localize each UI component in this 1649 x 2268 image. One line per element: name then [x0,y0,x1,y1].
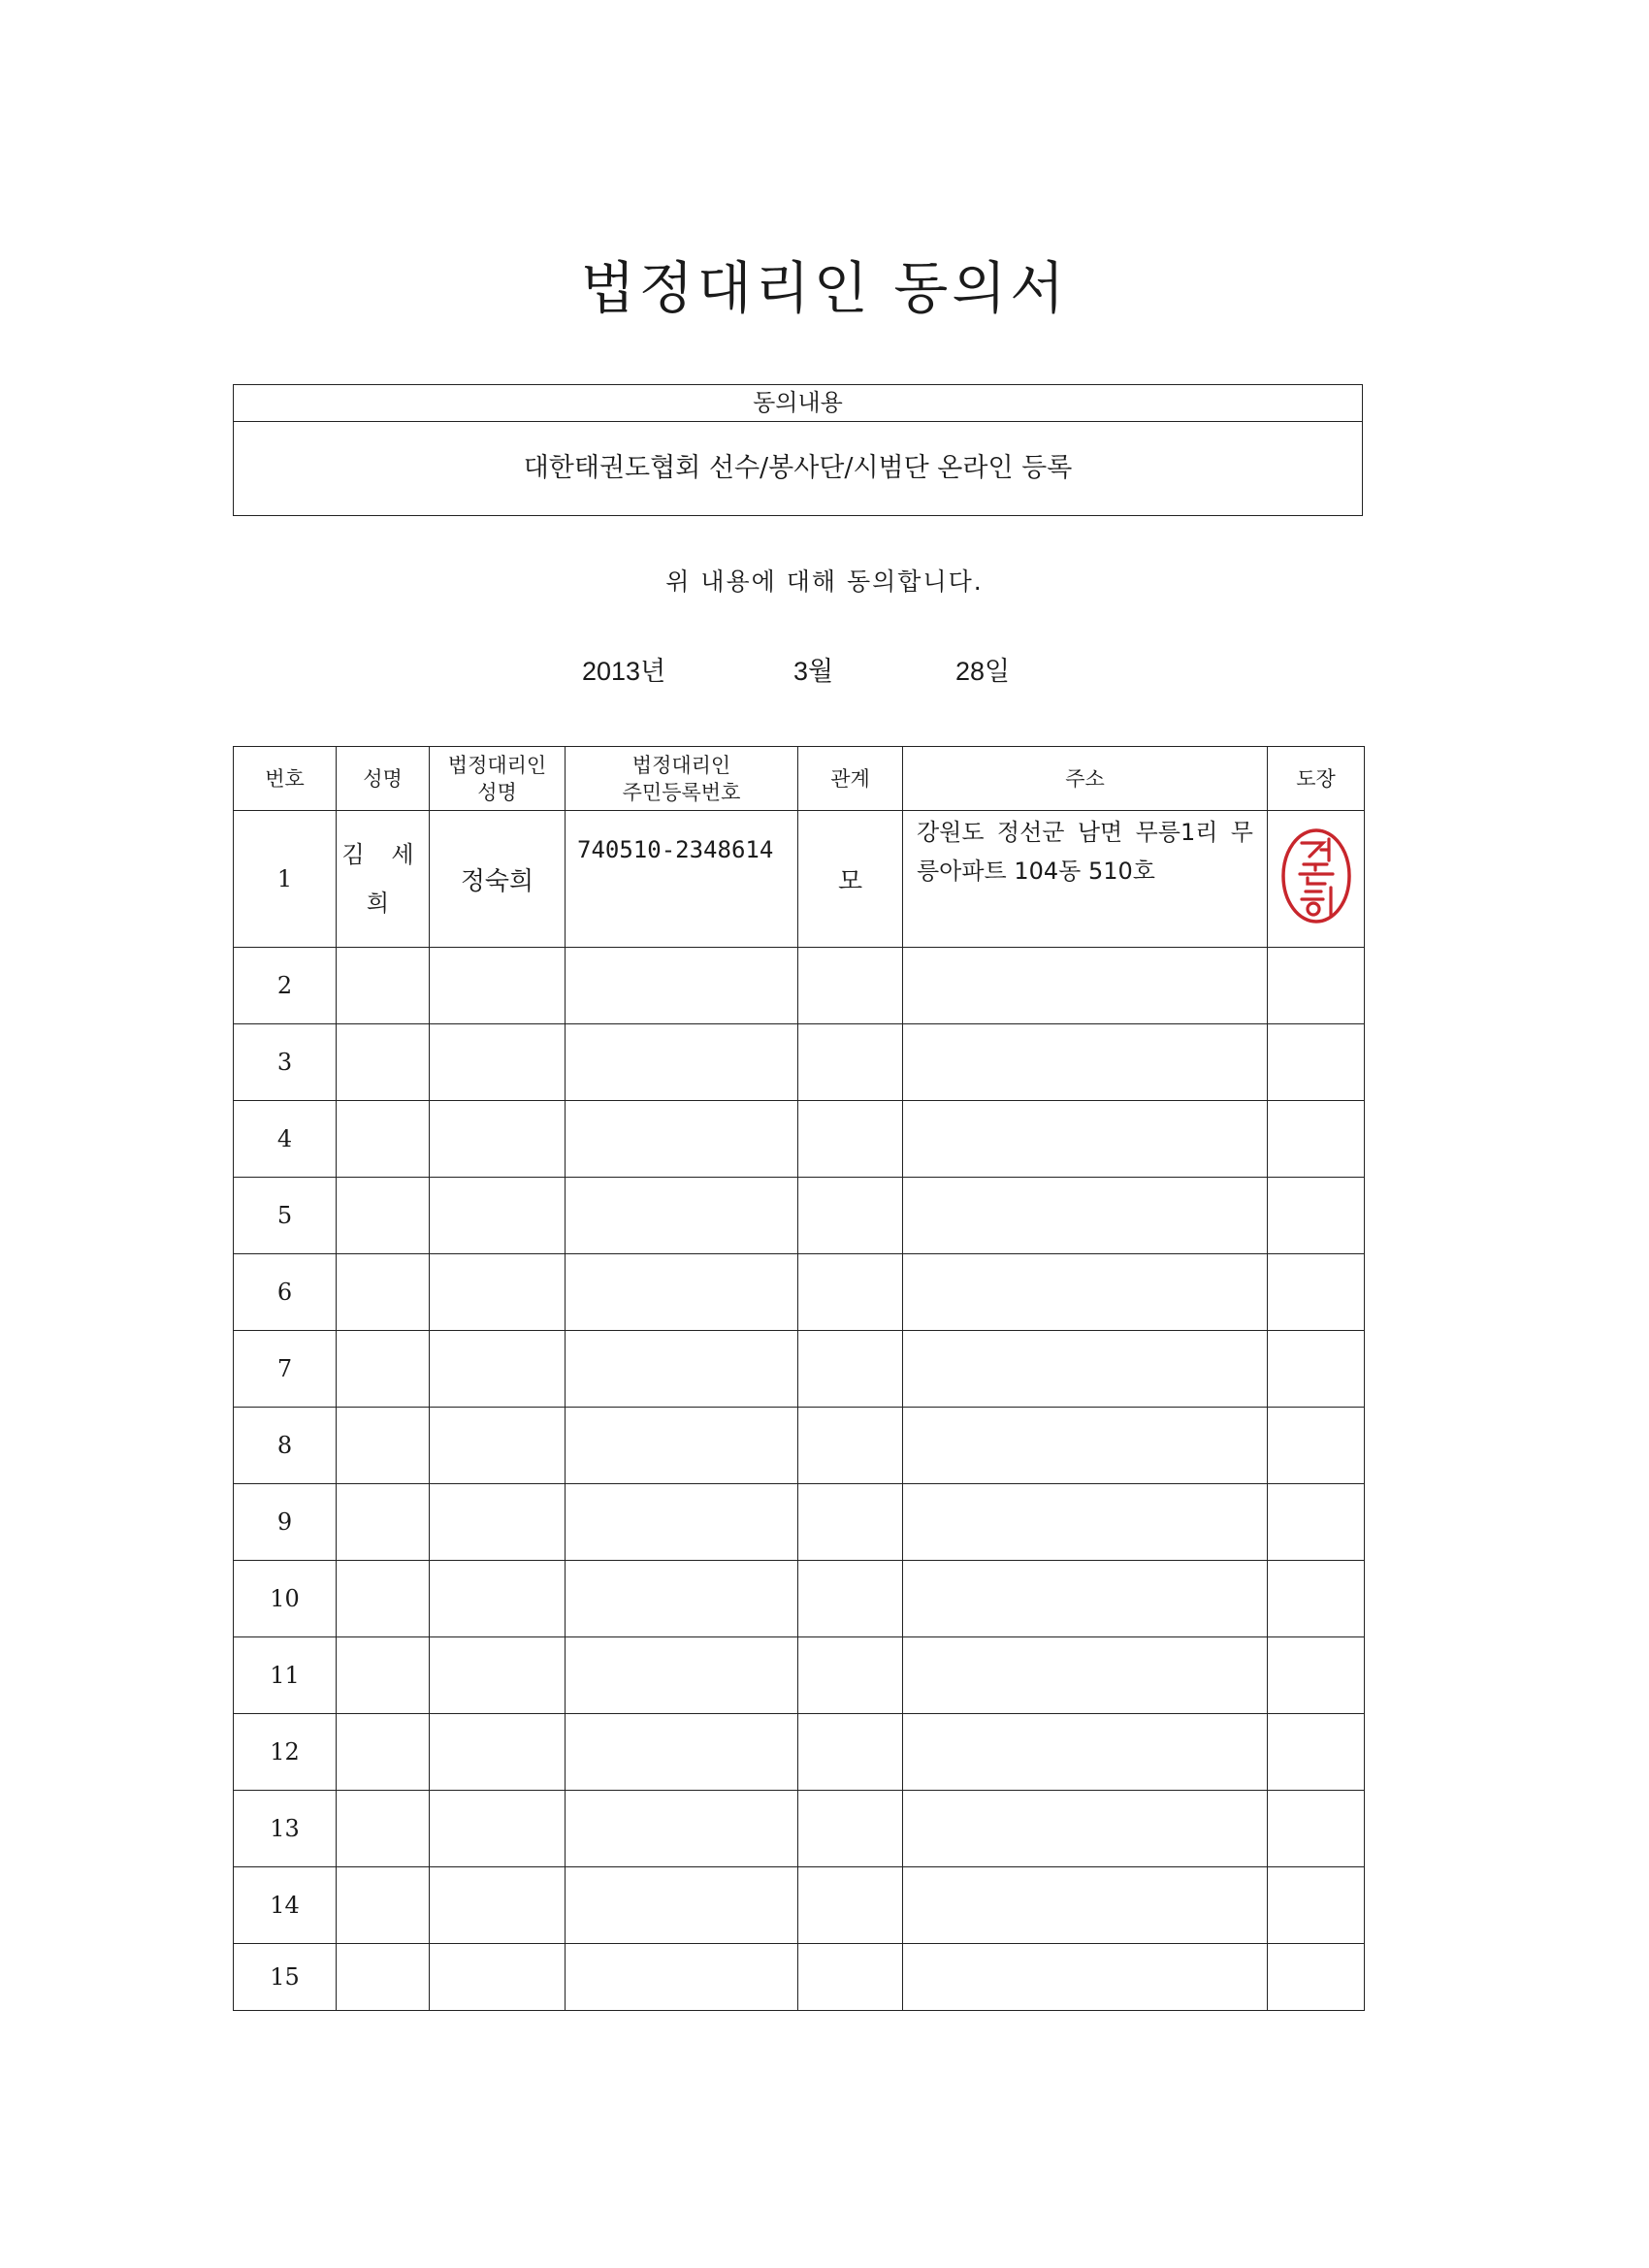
row-guardian-name [430,1331,566,1408]
row-address [903,1791,1268,1867]
row-guardian-rrn [566,1791,798,1867]
table-row [234,1408,1365,1484]
row-address [903,1714,1268,1791]
seal-stamp-graphic [1278,826,1354,926]
row-address [903,948,1268,1024]
table-row [234,1101,1365,1178]
row-guardian-name [430,1561,566,1637]
row-relation [798,1637,903,1714]
row-no: 14 [234,1867,337,1944]
row-guardian-rrn [566,1024,798,1101]
table-row [234,1944,1365,2011]
row-guardian-name [430,1791,566,1867]
row-address [903,1101,1268,1178]
row-relation [798,1944,903,2011]
row-guardian-rrn [566,1101,798,1178]
row-guardian-rrn: 740510-2348614 [566,811,798,948]
row-name [337,1408,430,1484]
table-row [234,1867,1365,1944]
row-no: 6 [234,1254,337,1331]
row-no: 10 [234,1561,337,1637]
row-relation [798,1254,903,1331]
header-name: 성명 [337,747,430,811]
row-name [337,1791,430,1867]
row-seal [1268,1331,1365,1408]
row-seal [1268,811,1365,948]
row-guardian-name [430,1178,566,1254]
row-seal [1268,948,1365,1024]
row-guardian-rrn [566,1944,798,2011]
row-address [903,1637,1268,1714]
table-row [234,811,1365,948]
row-name [337,1637,430,1714]
row-relation [798,1331,903,1408]
date-month: 3월 [793,657,834,686]
row-no: 12 [234,1714,337,1791]
row-address [903,1944,1268,2011]
consent-box-heading: 동의내용 [234,385,1362,422]
row-name: 김 세 희 [337,811,430,948]
header-no: 번호 [234,747,337,811]
row-no: 8 [234,1408,337,1484]
header-seal: 도장 [1268,747,1365,811]
row-relation [798,948,903,1024]
header-guardian-name [430,747,566,811]
row-guardian-rrn [566,1867,798,1944]
date-day: 28일 [955,657,1011,686]
row-no: 13 [234,1791,337,1867]
date-year: 2013년 [582,657,666,686]
row-guardian-rrn [566,1178,798,1254]
row-guardian-rrn [566,1637,798,1714]
row-address [903,1178,1268,1254]
row-seal [1268,1791,1365,1867]
row-address [903,1408,1268,1484]
row-seal [1268,1408,1365,1484]
row-relation [798,1867,903,1944]
row-name [337,1331,430,1408]
row-no: 11 [234,1637,337,1714]
row-relation: 모 [798,811,903,948]
row-guardian-rrn [566,948,798,1024]
header-guardian-name-line1: 법정대리인 [447,753,547,777]
row-address [903,1331,1268,1408]
document-title: 법정대리인 동의서 [580,255,1069,321]
row-no: 7 [234,1331,337,1408]
row-seal [1268,1637,1365,1714]
row-address [903,1867,1268,1944]
row-name [337,1024,430,1101]
row-guardian-name [430,1254,566,1331]
row-relation [798,1484,903,1561]
row-guardian-rrn [566,1714,798,1791]
row-guardian-name [430,948,566,1024]
guardian-table [233,746,1365,2011]
table-row [234,1024,1365,1101]
row-seal [1268,1561,1365,1637]
row-address [903,1254,1268,1331]
row-guardian-name [430,1484,566,1561]
agreement-text: 위 내용에 대해 동의합니다. [665,567,984,596]
row-no: 9 [234,1484,337,1561]
row-seal [1268,1101,1365,1178]
row-guardian-rrn [566,1408,798,1484]
row-name [337,1944,430,2011]
table-row [234,1637,1365,1714]
row-name [337,1178,430,1254]
row-relation [798,1024,903,1101]
row-guardian-name [430,1101,566,1178]
header-guardian-rrn-line1: 법정대리인 [631,753,731,777]
row-name [337,1561,430,1637]
row-address [903,1484,1268,1561]
row-relation [798,1178,903,1254]
header-relation: 관계 [798,747,903,811]
row-no: 4 [234,1101,337,1178]
row-no: 1 [234,811,337,948]
table-row [234,1561,1365,1637]
row-seal [1268,1024,1365,1101]
table-row [234,1484,1365,1561]
row-no: 15 [234,1944,337,2011]
row-guardian-name [430,1944,566,2011]
table-row [234,1791,1365,1867]
row-seal [1268,1178,1365,1254]
row-name [337,1867,430,1944]
row-guardian-rrn [566,1331,798,1408]
table-row [234,1254,1365,1331]
row-guardian-rrn [566,1561,798,1637]
row-name [337,1484,430,1561]
row-guardian-name [430,1637,566,1714]
row-guardian-rrn [566,1484,798,1561]
table-row [234,1331,1365,1408]
row-relation [798,1791,903,1867]
row-seal [1268,1484,1365,1561]
consent-box [233,384,1363,516]
row-relation [798,1561,903,1637]
row-guardian-name [430,1024,566,1101]
row-no: 5 [234,1178,337,1254]
row-guardian-name: 정숙희 [430,811,566,948]
row-guardian-rrn [566,1254,798,1331]
row-no: 2 [234,948,337,1024]
row-address [903,1024,1268,1101]
row-seal [1268,1867,1365,1944]
seal-stamp [1278,826,1354,932]
row-name [337,1254,430,1331]
row-guardian-name [430,1408,566,1484]
header-guardian-rrn [566,747,798,811]
header-guardian-name-line2: 성명 [477,780,517,804]
header-guardian-rrn-line2: 주민등록번호 [622,780,741,804]
row-address: 강원도 정선군 남면 무릉1리 무릉아파트 104동 510호 [903,811,1268,948]
row-guardian-name [430,1714,566,1791]
table-row [234,1714,1365,1791]
header-address: 주소 [903,747,1268,811]
row-name [337,1714,430,1791]
row-name [337,1101,430,1178]
row-relation [798,1101,903,1178]
row-seal [1268,1714,1365,1791]
table-header-row [234,747,1365,811]
table-row [234,1178,1365,1254]
row-seal [1268,1254,1365,1331]
row-seal [1268,1944,1365,2011]
row-relation [798,1408,903,1484]
row-guardian-name [430,1867,566,1944]
row-name [337,948,430,1024]
row-address [903,1561,1268,1637]
row-relation [798,1714,903,1791]
table-row [234,948,1365,1024]
consent-box-content: 대한태권도협회 선수/봉사단/시범단 온라인 등록 [523,453,1073,483]
row-no: 3 [234,1024,337,1101]
